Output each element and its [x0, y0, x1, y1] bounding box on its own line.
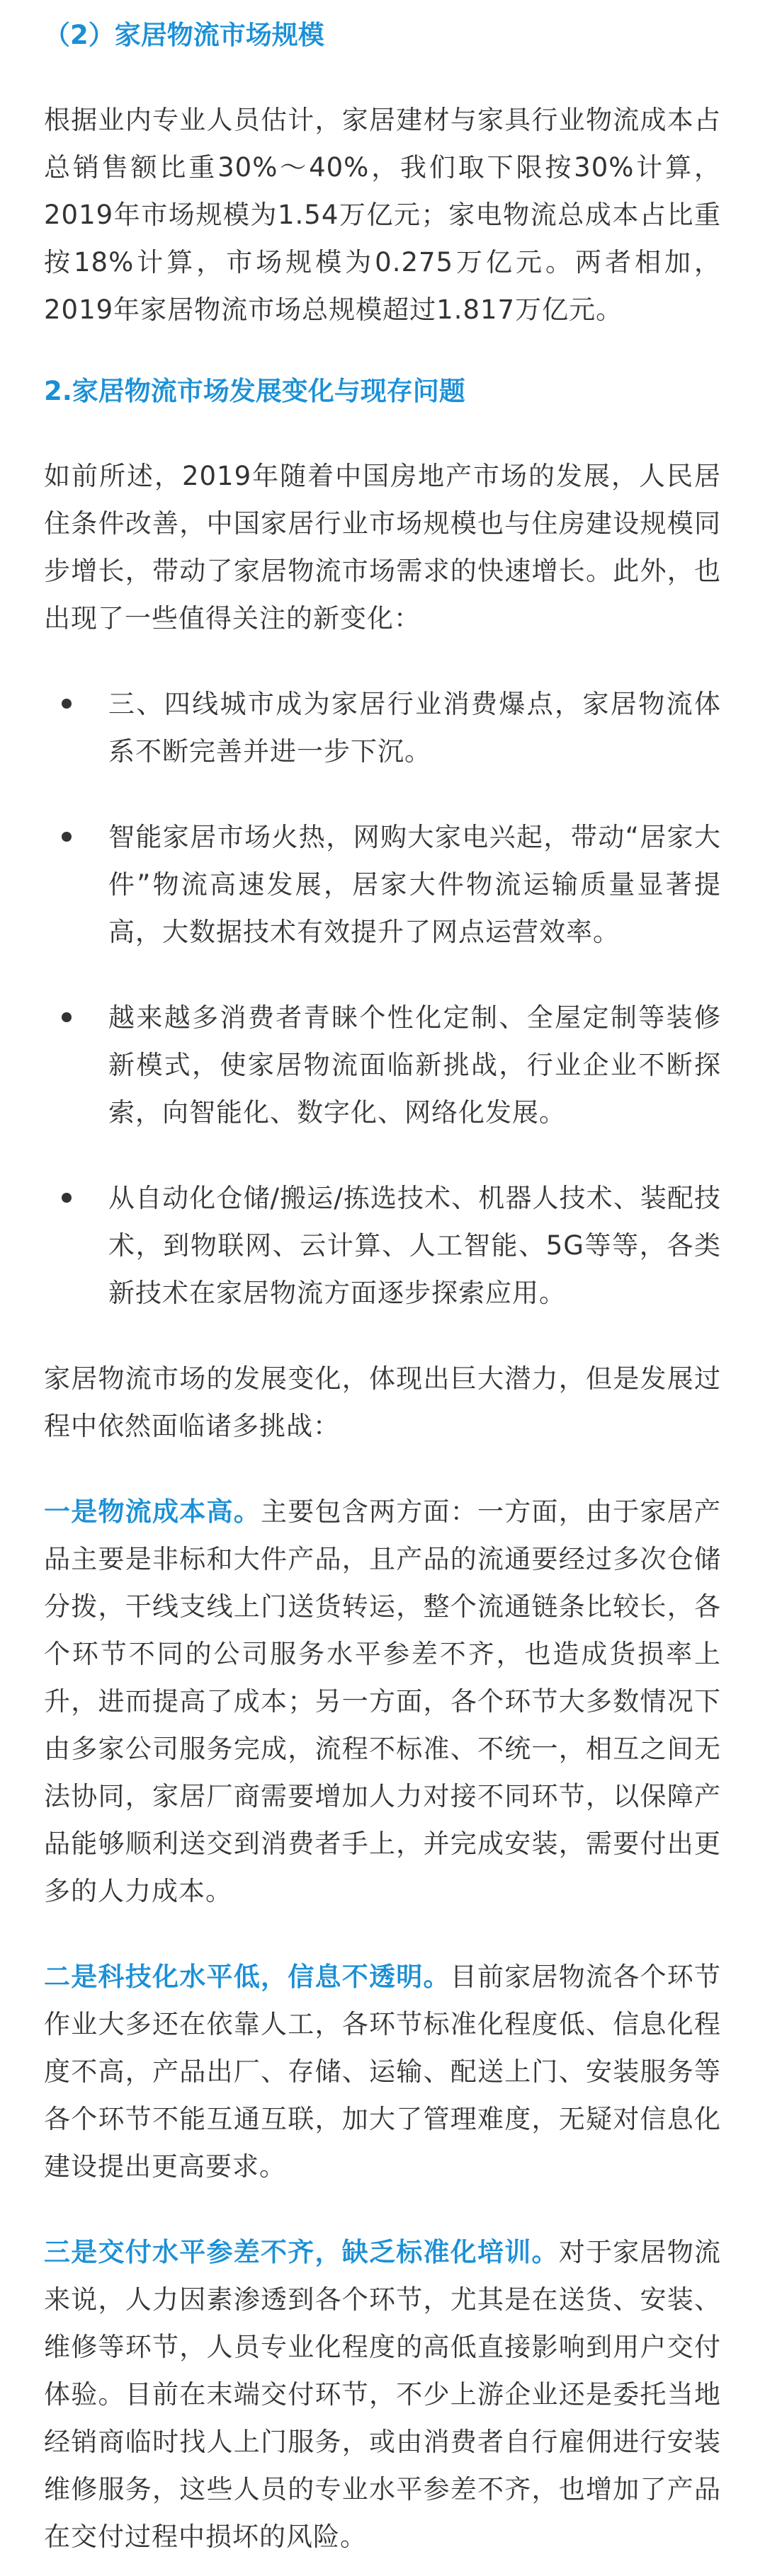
challenge-text: 对于家居物流来说，人力因素渗透到各个环节，尤其是在送货、安装、维修等环节，人员专业化程度的高低直接影响到用户交付体验。目前在末端交付环节，不少上游企业还是委托当地经销商临时找人上门服务，或由消费者自行雇佣进行安装维修服务，这些人员的专业水平参差不齐，也增加了产品在交付过程中损坏的风险。 — [44, 2237, 721, 2552]
intro-paragraph: 如前所述，2019年随着中国房地产市场的发展，人民居住条件改善，中国家居行业市场规模也与住房建设规模同步增长，带动了家居物流市场需求的快速增长。此外，也出现了一些值得关注的新变化： — [44, 461, 721, 634]
challenge-paragraph — [44, 1953, 721, 2190]
list-item — [44, 994, 721, 1136]
changes-list — [44, 680, 721, 1317]
section-title: （2）家居物流市场规模 — [44, 20, 324, 50]
challenge-paragraph — [44, 2228, 721, 2560]
bullet-icon — [62, 832, 72, 842]
list-item — [44, 680, 721, 775]
challenge-text: 主要包含两方面：一方面，由于家居产品主要是非标和大件产品，且产品的流通要经过多次仓储分拨，干线支线上门送货转运，整个流通链条比较长，各个环节不同的公司服务水平参差不齐，也造成货损率上升，进而提高了成本；另一方面，各个环节大多数情况下由多家公司服务完成，流程不标准、不统一，相互之间无法协同，家居厂商需要增加人力对接不同环节，以保障产品能够顺利送交到消费者手上，并完成安装，需要付出更多的人力成本。 — [44, 1496, 721, 1906]
market-size-paragraph: 根据业内专业人员估计，家居建材与家具行业物流成本占总销售额比重30%～40%，我们取下限按30%计算，2019年市场规模为1.54万亿元；家电物流总成本占比重按18%计算，市场规模为0.275万亿元。两者相加，2019年家居物流市场总规模超过1.817万亿元。 — [44, 105, 721, 325]
bullet-icon — [62, 1193, 72, 1203]
list-item-text: 智能家居市场火热，网购大家电兴起，带动“居家大件”物流高速发展，居家大件物流运输质量显著提高，大数据技术有效提升了网点运营效率。 — [108, 822, 721, 947]
bullet-icon — [62, 1012, 72, 1022]
challenge-text: 目前家居物流各个环节作业大多还在依靠人工，各环节标准化程度低、信息化程度不高，产品出厂、存储、运输、配送上门、安装服务等各个环节不能互通互联，加大了管理难度，无疑对信息化建设提出更高要求。 — [44, 1962, 721, 2182]
challenge-lead: 一是物流成本高。 — [44, 1496, 261, 1527]
development-heading: 2.家居物流市场发展变化与现存问题 — [44, 376, 465, 406]
list-item-text: 从自动化仓储/搬运/拣选技术、机器人技术、装配技术，到物联网、云计算、人工智能、5G等等，各类新技术在家居物流方面逐步探索应用。 — [108, 1183, 721, 1308]
challenge-lead: 二是科技化水平低，信息不透明。 — [44, 1962, 450, 1992]
list-item — [44, 1174, 721, 1317]
challenges-intro: 家居物流市场的发展变化，体现出巨大潜力，但是发展过程中依然面临诸多挑战： — [44, 1363, 721, 1441]
list-item-text: 越来越多消费者青睐个性化定制、全屋定制等装修新模式，使家居物流面临新挑战，行业企业不断探索，向智能化、数字化、网络化发展。 — [108, 1002, 721, 1128]
list-item — [44, 813, 721, 956]
challenge-lead: 三是交付水平参差不齐，缺乏标准化培训。 — [44, 2237, 559, 2267]
list-item-text: 三、四线城市成为家居行业消费爆点，家居物流体系不断完善并进一步下沉。 — [108, 689, 721, 767]
challenge-paragraph — [44, 1488, 721, 1915]
bullet-icon — [62, 699, 72, 709]
